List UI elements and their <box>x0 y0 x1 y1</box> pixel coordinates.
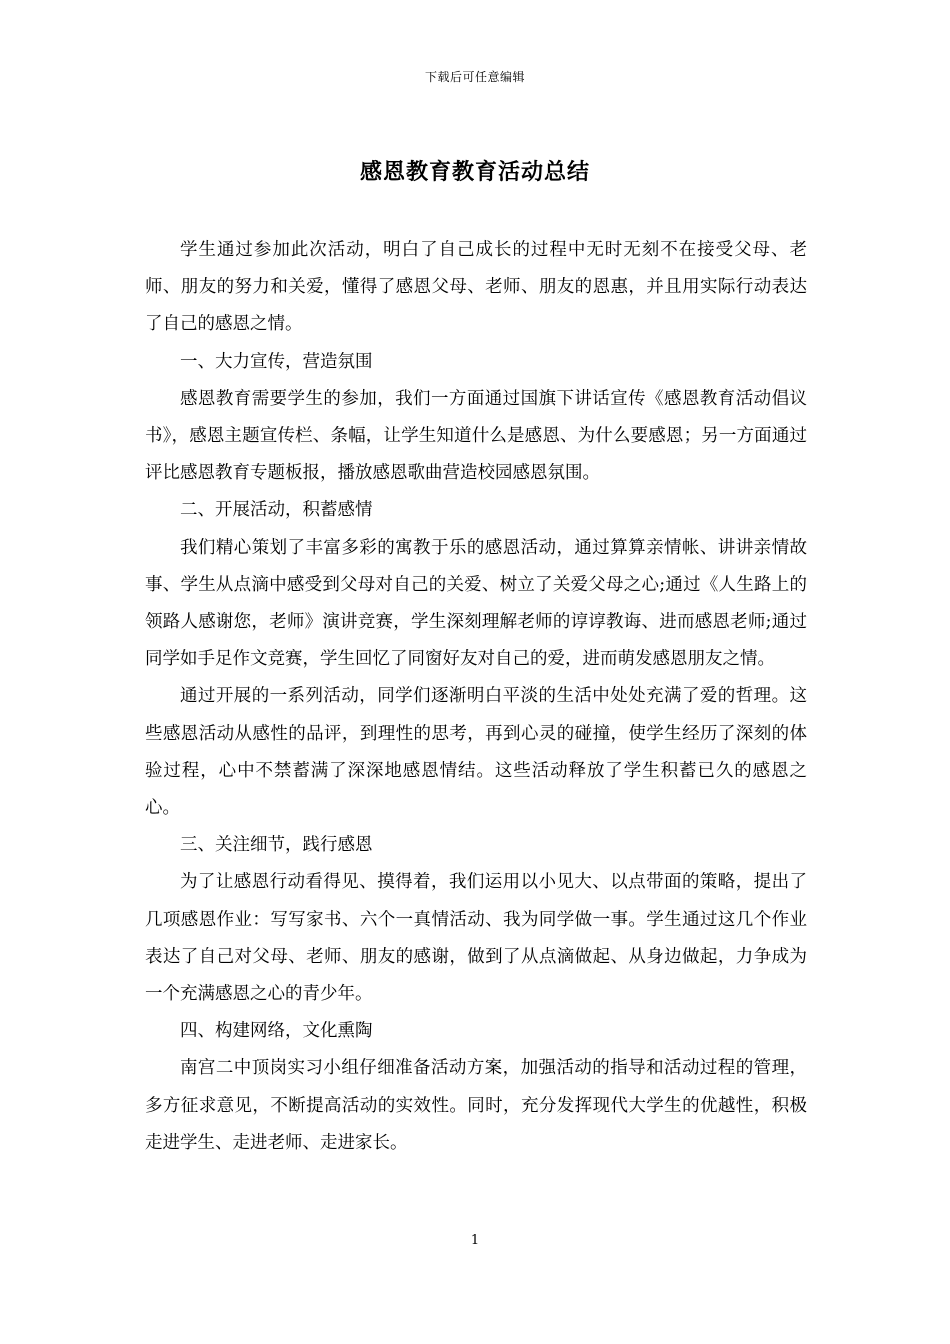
section-heading-3: 三、关注细节，践行感恩 <box>180 835 373 856</box>
document-body <box>145 232 807 1162</box>
paragraph-section-2b: 通过开展的一系列活动，同学们逐渐明白平淡的生活中处处充满了爱的哲理。这些感恩活动从感性的品评，到理性的思考，再到心灵的碰撞，使学生经历了深刻的体验过程，心中不禁蓄满了深深地感恩情结。这些活动释放了学生积蓄已久的感恩之心。 <box>145 686 807 819</box>
paragraph-section-2: 我们精心策划了丰富多彩的寓教于乐的感恩活动，通过算算亲情帐、讲讲亲情故事、学生从点滴中感受到父母对自己的关爱、树立了关爱父母之心;通过《人生路上的领路人感谢您，老师》演讲竞赛，学生深刻理解老师的谆谆教诲、进而感恩老师;通过同学如手足作文竞赛，学生回忆了同窗好友对自己的爱，进而萌发感恩朋友之情。 <box>145 537 807 670</box>
paragraph-section-4: 南宫二中顶岗实习小组仔细准备活动方案，加强活动的指导和活动过程的管理，多方征求意见，不断提高活动的实效性。同时，充分发挥现代大学生的优越性，积极走进学生、走进老师、走进家长。 <box>145 1058 807 1153</box>
paragraph-section-1: 感恩教育需要学生的参加，我们一方面通过国旗下讲话宣传《感恩教育活动倡议书》，感恩主题宣传栏、条幅，让学生知道什么是感恩、为什么要感恩；另一方面通过评比感恩教育专题板报，播放感恩歌曲营造校园感恩氛围。 <box>145 388 807 484</box>
paragraph-intro: 学生通过参加此次活动，明白了自己成长的过程中无时无刻不在接受父母、老师、朋友的努力和关爱，懂得了感恩父母、老师、朋友的恩惠，并且用实际行动表达了自己的感恩之情。 <box>145 240 807 335</box>
section-heading-4: 四、构建网络，文化熏陶 <box>180 1021 373 1042</box>
section-heading-2: 二、开展活动，积蓄感情 <box>180 500 373 521</box>
section-heading-1: 一、大力宣传，营造氛围 <box>180 351 373 372</box>
page-number: 1 <box>470 1233 480 1248</box>
header-note: 下载后可任意编辑 <box>424 70 525 84</box>
paragraph-section-3: 为了让感恩行动看得见、摸得着，我们运用以小见大、以点带面的策略，提出了几项感恩作业：写写家书、六个一真情活动、我为同学做一事。学生通过这几个作业表达了自己对父母、老师、朋友的感谢，做到了从点滴做起、从身边做起，力争成为一个充满感恩之心的青少年。 <box>145 872 807 1005</box>
document-title: 感恩教育教育活动总结 <box>359 159 590 185</box>
